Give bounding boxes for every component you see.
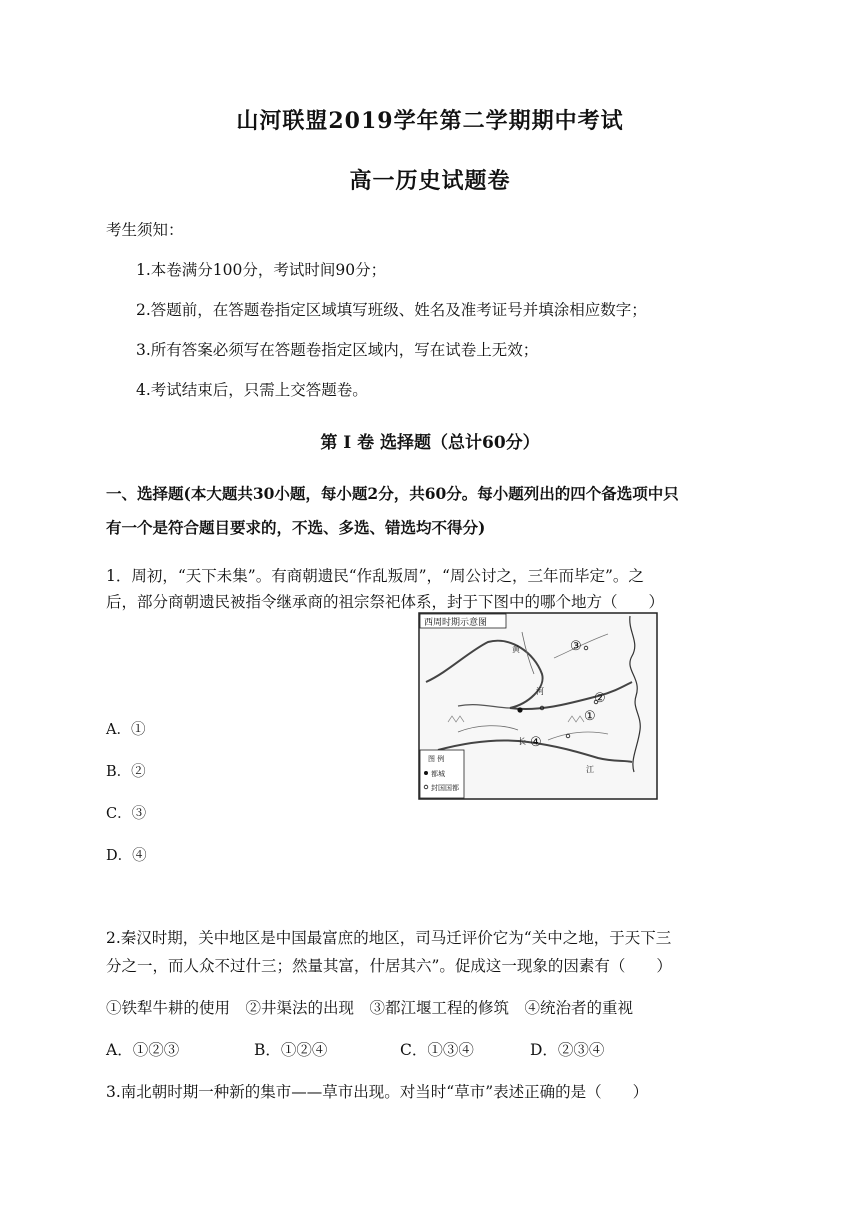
map-label-he: 河: [536, 687, 544, 696]
map-mark-3: ③: [570, 639, 582, 654]
q1-option-a[interactable]: A．①: [106, 722, 146, 738]
q1-stem-line1: 1．周初，“天下未集”。有商朝遗民“作乱叛周”，“周公讨之，三年而毕定”。之: [106, 567, 644, 585]
q2-stem-line1: 2.秦汉时期，关中地区是中国最富庶的地区，司马迁评价它为“关中之地，于天下三: [106, 929, 672, 947]
notice-item-4: 4.考试结束后，只需上交答题卷。: [136, 381, 368, 399]
map-label-chang: 长: [518, 737, 526, 746]
western-zhou-map: [418, 612, 658, 800]
q2-stem-line2: 分之一，而人众不过什三；然量其富，什居其六”。促成这一现象的因素有（ ）: [106, 957, 672, 975]
notice-item-1: 1.本卷满分100分，考试时间90分；: [136, 261, 387, 279]
map-legend-fief: 封国国都: [431, 784, 459, 792]
map-capital-dot: [517, 707, 522, 712]
q1-option-c[interactable]: C．③: [106, 806, 147, 822]
q1-option-b[interactable]: B．②: [106, 764, 146, 780]
q2-option-a[interactable]: A．①②③: [106, 1041, 180, 1059]
section-title: 第 I 卷 选择题（总计60分）: [320, 433, 540, 453]
section-instructions-line1: 一、选择题(本大题共30小题，每小题2分，共60分。每小题列出的四个备选项中只: [106, 484, 679, 503]
section-instructions-line2: 有一个是符合题目要求的，不选、多选、错选均不得分): [106, 518, 486, 537]
map-legend-capital: 都城: [431, 770, 445, 778]
q1-stem-line2: 后，部分商朝遗民被指令继承商的祖宗祭祀体系，封于下图中的哪个地方（ ）: [106, 593, 665, 611]
q2-option-b[interactable]: B．①②④: [254, 1041, 328, 1059]
q2-option-d[interactable]: D．②③④: [530, 1041, 605, 1059]
notice-heading: 考生须知：: [106, 221, 184, 239]
map-mark-1: ①: [584, 709, 596, 724]
q2-option-c[interactable]: C．①③④: [400, 1041, 474, 1059]
map-mark-2: ②: [594, 691, 606, 706]
exam-title: 山河联盟2019学年第二学期期中考试: [236, 108, 624, 134]
notice-item-2: 2.答题前，在答题卷指定区域填写班级、姓名及准考证号并填涂相应数字；: [136, 301, 647, 319]
q2-factors: ①铁犁牛耕的使用 ②井渠法的出现 ③都江堰工程的修筑 ④统治者的重视: [106, 999, 634, 1017]
map-label-huang: 黄: [512, 645, 520, 654]
map-label-jiang: 江: [586, 765, 594, 774]
notice-item-3: 3.所有答案必须写在答题卷指定区域内，写在试卷上无效；: [136, 341, 539, 359]
q1-option-d[interactable]: D．④: [106, 848, 147, 864]
q3-stem-line1: 3.南北朝时期一种新的集市——草市出现。对当时“草市”表述正确的是（ ）: [106, 1083, 649, 1101]
exam-subtitle: 高一历史试题卷: [349, 168, 511, 194]
map-mark-4: ④: [530, 735, 542, 750]
map-title: 西周时期示意图: [424, 618, 488, 628]
map-legend-title: 图 例: [428, 755, 445, 763]
